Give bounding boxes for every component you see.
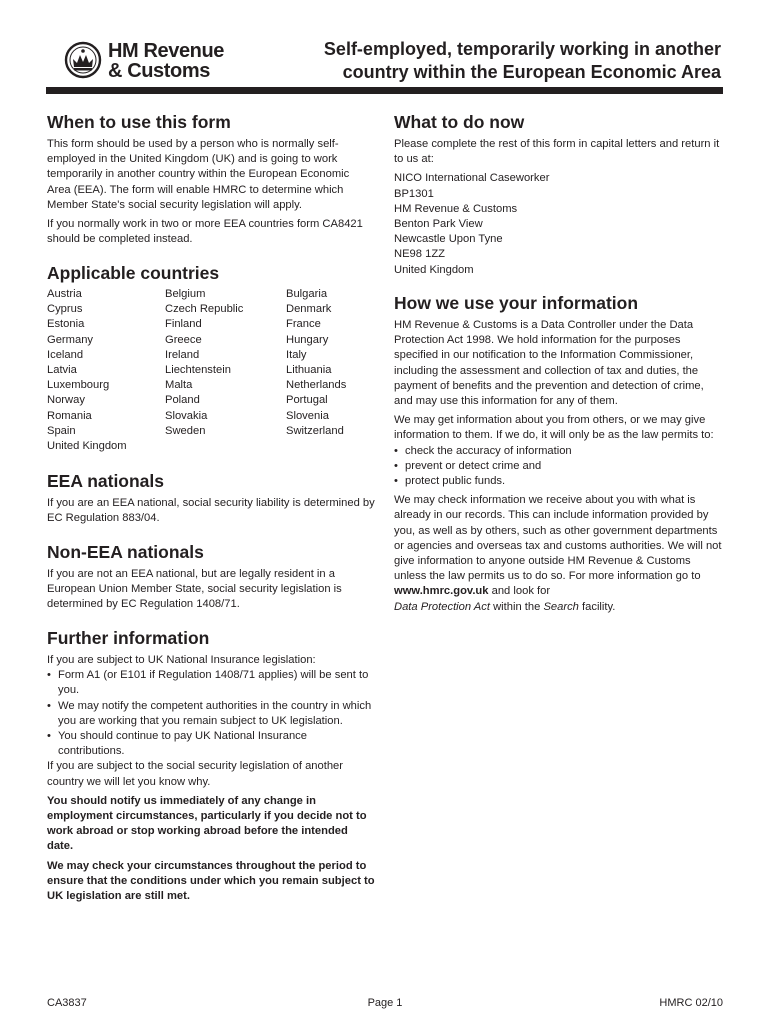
eea-heading: EEA nationals bbox=[47, 471, 165, 491]
country-item: United Kingdom bbox=[47, 440, 127, 453]
country-item: Romania bbox=[47, 409, 92, 422]
country-item: Czech Republic bbox=[165, 303, 244, 316]
crown-crest-icon bbox=[64, 40, 102, 80]
further-bold-notice-1: You should notify us immediately of any change in employment circumstances, particularly if you decide not to work abroad or stop working abroad before the intended date. bbox=[47, 794, 367, 853]
further-paragraph-2: If you are subject to the social security legislation of another country we will let you know why. bbox=[47, 760, 344, 788]
country-item: Sweden bbox=[165, 424, 206, 437]
further-bullet: • We may notify the competent authorities in the country in which you are working that you remain subject to UK legislation. bbox=[47, 699, 375, 729]
further-bullet-list bbox=[47, 668, 375, 759]
how-paragraph-3-end: facility. bbox=[582, 600, 616, 613]
how-bullet: • check the accuracy of information bbox=[394, 444, 722, 459]
what-paragraph: Please complete the rest of this form in capital letters and return it to us at: bbox=[394, 138, 720, 166]
how-bullet: • protect public funds. bbox=[394, 474, 722, 489]
countries-heading: Applicable countries bbox=[47, 263, 220, 283]
country-item: Austria bbox=[47, 288, 82, 300]
country-item: Slovakia bbox=[165, 409, 208, 422]
page-number: Page 1 bbox=[367, 997, 403, 1009]
country-item: France bbox=[286, 318, 321, 331]
when-paragraph-1: This form should be used by a person who is normally self-employed in the United Kingdom (UK) and is going to work temporarily in another country within the European Economic Area (EEA). The form will enable HMRC to determine which Member State's social security legislation will apply. bbox=[47, 138, 350, 211]
section-further-information bbox=[47, 627, 375, 904]
country-item: Ireland bbox=[165, 348, 200, 361]
address-line: NICO International Caseworker bbox=[394, 172, 550, 185]
how-heading: How we use your information bbox=[394, 293, 639, 313]
data-protection-act-text: Data Protection Act bbox=[394, 600, 490, 613]
section-non-eea-nationals bbox=[47, 541, 375, 613]
country-item: Portugal bbox=[286, 394, 328, 407]
title-line-1: Self-employed, temporarily working in another bbox=[323, 39, 721, 59]
eea-paragraph: If you are an EEA national, social security liability is determined by EC Regulation 883/04. bbox=[47, 497, 375, 525]
country-item: Greece bbox=[165, 333, 202, 346]
country-item: Slovenia bbox=[286, 409, 329, 422]
country-item: Cyprus bbox=[47, 303, 83, 316]
section-eea-nationals bbox=[47, 470, 375, 526]
country-item: Italy bbox=[286, 348, 307, 361]
form-code: CA3837 bbox=[47, 997, 87, 1009]
how-paragraph-3 bbox=[394, 493, 722, 615]
country-item: Finland bbox=[165, 318, 202, 331]
countries-column-2 bbox=[165, 287, 243, 439]
section-what-to-do bbox=[394, 111, 722, 278]
further-bullet: • Form A1 (or E101 if Regulation 1408/71 applies) will be sent to you. bbox=[47, 668, 375, 698]
further-intro: If you are subject to UK National Insurance legislation: bbox=[47, 654, 316, 666]
country-item: Germany bbox=[47, 333, 94, 346]
hmrc-website-link[interactable]: www.hmrc.gov.uk bbox=[394, 585, 489, 598]
search-text: Search bbox=[543, 600, 579, 613]
countries-column-3 bbox=[286, 287, 346, 439]
country-item: Netherlands bbox=[286, 379, 347, 392]
further-heading: Further information bbox=[47, 628, 210, 648]
country-item: Denmark bbox=[286, 303, 332, 316]
country-item: Malta bbox=[165, 379, 193, 392]
document-title bbox=[301, 38, 721, 84]
how-bullet-list bbox=[394, 444, 722, 490]
further-bold-notice-2: We may check your circumstances throughout the period to ensure that the conditions under which you remain subject to UK legislation are still met. bbox=[47, 859, 375, 903]
what-heading: What to do now bbox=[394, 112, 525, 132]
return-address bbox=[394, 171, 722, 277]
country-item: Lithuania bbox=[286, 364, 332, 377]
countries-column-1 bbox=[47, 287, 127, 454]
address-line: BP1301 bbox=[394, 187, 434, 200]
further-bullet: • You should continue to pay UK National Insurance contributions. bbox=[47, 729, 375, 759]
address-line: Benton Park View bbox=[394, 218, 483, 231]
country-item: Belgium bbox=[165, 288, 206, 300]
section-applicable-countries bbox=[47, 262, 377, 284]
how-paragraph-1: HM Revenue & Customs is a Data Controller under the Data Protection Act 1998. We hold information for the purposes specified in our notification to the Information Commissioner, including the assessment and collection of tax and duties, the payment of benefits and the prevention and detection of crime, and may use this information for any of them. bbox=[394, 319, 704, 408]
country-item: Bulgaria bbox=[286, 288, 328, 300]
section-how-we-use-information bbox=[394, 292, 722, 615]
country-item: Liechtenstein bbox=[165, 364, 231, 377]
country-item: Hungary bbox=[286, 333, 329, 346]
when-paragraph-2: If you normally work in two or more EEA countries form CA8421 should be completed instead. bbox=[47, 218, 363, 246]
how-bullet: • prevent or detect crime and bbox=[394, 459, 722, 474]
form-version: HMRC 02/10 bbox=[659, 997, 723, 1009]
country-item: Norway bbox=[47, 394, 85, 407]
logo-line-2: & Customs bbox=[108, 60, 210, 82]
country-item: Poland bbox=[165, 394, 200, 407]
when-heading: When to use this form bbox=[47, 112, 231, 132]
title-line-2: country within the European Economic Area bbox=[342, 62, 721, 82]
country-item: Spain bbox=[47, 424, 76, 437]
country-item: Luxembourg bbox=[47, 379, 110, 392]
address-line: Newcastle Upon Tyne bbox=[394, 233, 503, 246]
how-paragraph-3-text: We may check information we receive about you with what is already in our records. This can include information provided by you, as well as by others, such as other government departments or agencies and overseas tax and customs authorities. We will not give information to anyone outside HM Revenue & Customs unless the law permits us to do so. For more information go to bbox=[394, 494, 722, 583]
country-item: Latvia bbox=[47, 364, 77, 377]
logo-line-1: HM Revenue bbox=[108, 40, 225, 62]
address-line: HM Revenue & Customs bbox=[394, 202, 518, 215]
section-when-to-use bbox=[47, 111, 375, 247]
how-paragraph-2: We may get information about you from others, or we may give information to them. If we do, it will only be as the law permits to: bbox=[394, 414, 714, 442]
non-eea-paragraph: If you are not an EEA national, but are legally resident in a European Union Member State, social security legislation is determined by EC Regulation 1408/71. bbox=[47, 568, 342, 611]
hmrc-logo bbox=[64, 40, 244, 84]
country-item: Switzerland bbox=[286, 424, 344, 437]
country-item: Estonia bbox=[47, 318, 85, 331]
title-divider-bar bbox=[46, 87, 723, 94]
address-line: NE98 1ZZ bbox=[394, 248, 445, 261]
address-line: United Kingdom bbox=[394, 263, 474, 276]
country-item: Iceland bbox=[47, 348, 84, 361]
non-eea-heading: Non-EEA nationals bbox=[47, 542, 204, 562]
how-paragraph-3-mid2: within the bbox=[493, 600, 541, 613]
how-paragraph-3-mid: and look for bbox=[491, 585, 551, 598]
